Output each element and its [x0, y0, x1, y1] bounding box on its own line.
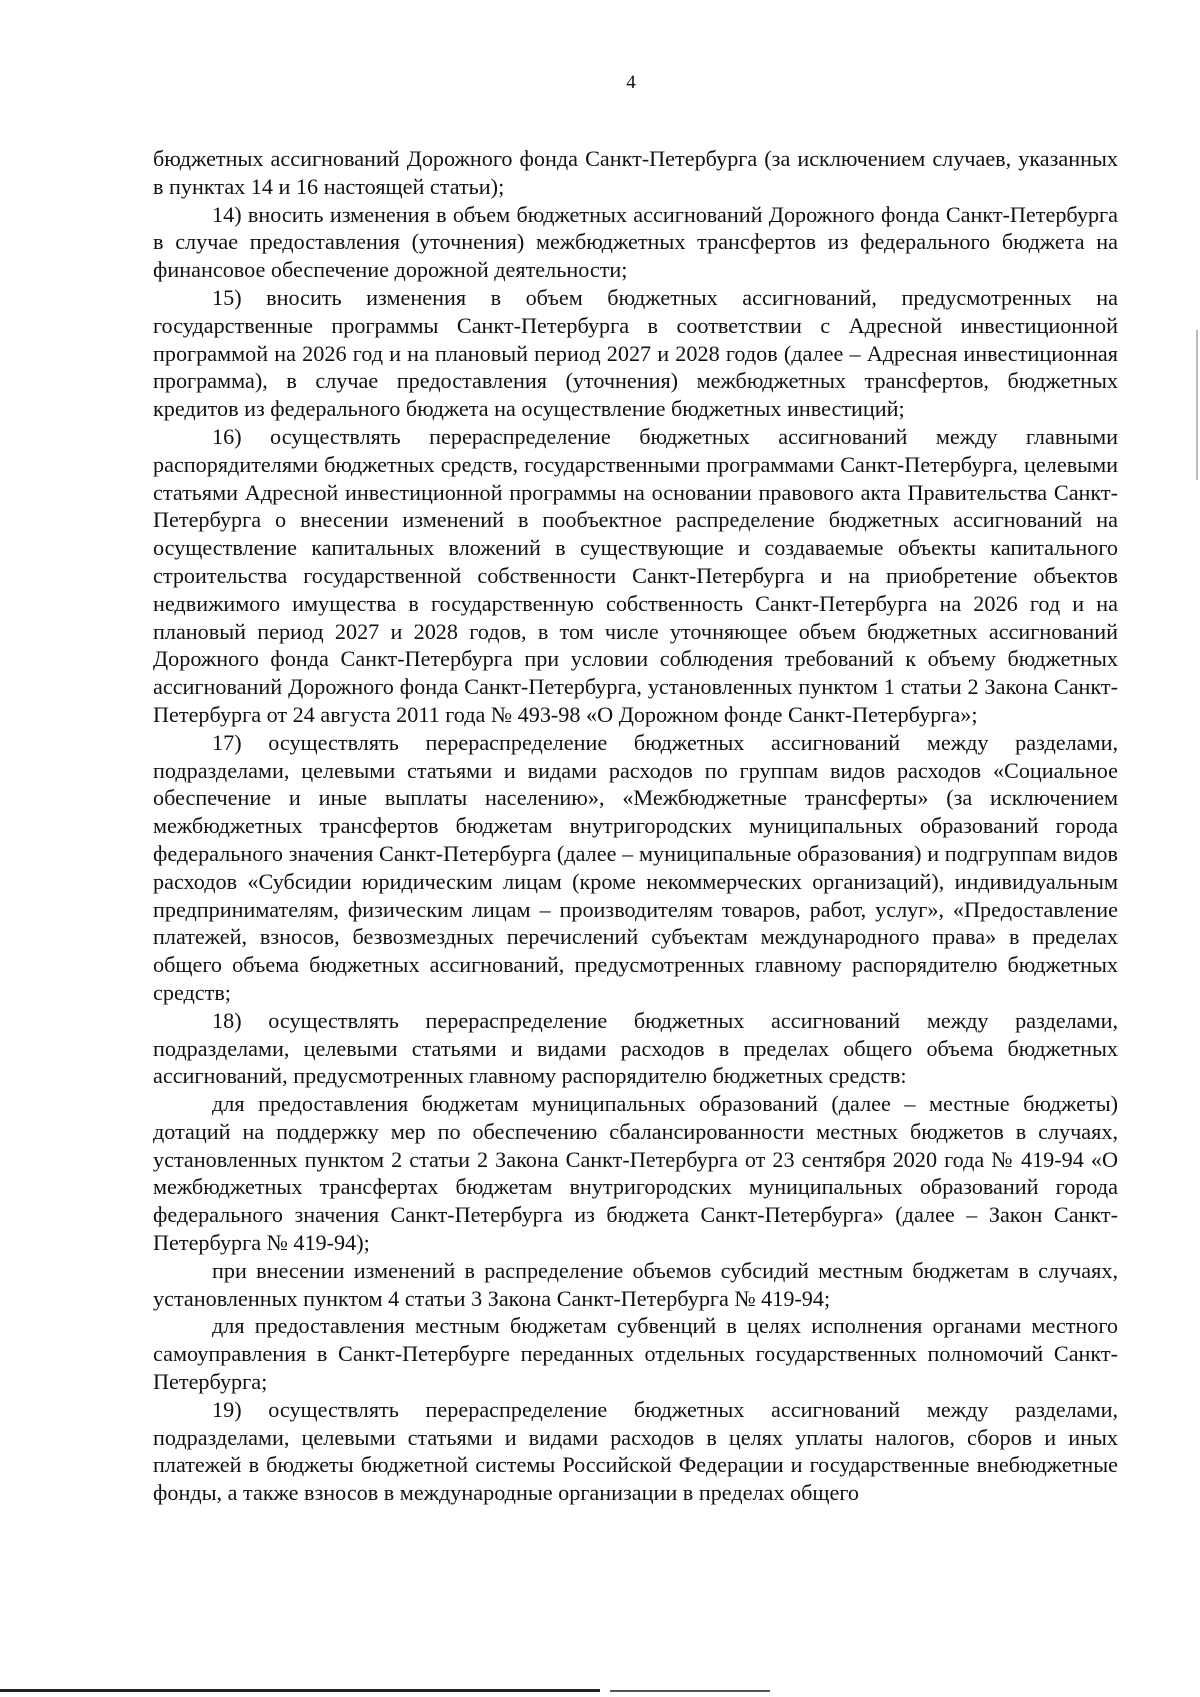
paragraph-item-19: 19) осуществлять перераспределение бюджетных ассигнований между разделами, подразделами, целевыми статьями и видами расходов в целях уплаты налогов, сборов и иных платежей в бюджеты бюджетной системы Российской Федерации и государственные внебюджетные фонды, а также взносов в международные организации в пределах общего	[153, 1396, 1118, 1506]
paragraph-item-18-subclause-1: для предоставления бюджетам муниципальных образований (далее – местные бюджеты) дотаций на поддержку мер по обеспечению сбалансированности местных бюджетов в случаях, установленных пунктом 2 статьи 2 Закона Санкт-Петербурга от 23 сентября 2020 года № 419-94 «О межбюджетных трансфертах бюджетам внутригородских муниципальных образований города федерального значения Санкт-Петербурга из бюджета Санкт-Петербурга» (далее – Закон Санкт-Петербурга № 419-94);	[153, 1091, 1118, 1256]
paragraph-item-18: 18) осуществлять перераспределение бюджетных ассигнований между разделами, подразделами, целевыми статьями и видами расходов в пределах общего объема бюджетных ассигнований, предусмотренных главному распорядителю бюджетных средств:	[153, 1007, 1118, 1089]
paragraph-item-14: 14) вносить изменения в объем бюджетных ассигнований Дорожного фонда Санкт-Петербурга в случае предоставления (уточнения) межбюджетных трансфертов из федерального бюджета на финансовое обеспечение дорожной деятельности;	[153, 201, 1118, 283]
scan-artifact-line-short	[610, 1690, 770, 1692]
document-body	[153, 145, 1118, 1507]
paragraph-item-18-subclause-3: для предоставления местным бюджетам субвенций в целях исполнения органами местного самоуправления в Санкт-Петербурге переданных отдельных государственных полномочий Санкт-Петербурга;	[153, 1313, 1118, 1395]
scan-artifact-edge	[1196, 330, 1198, 480]
paragraph-item-17: 17) осуществлять перераспределение бюджетных ассигнований между разделами, подразделами, целевыми статьями и видами расходов по группам видов расходов «Социальное обеспечение и иные выплаты населению», «Межбюджетные трансферты» (за исключением межбюджетных трансфертов бюджетам внутригородских муниципальных образований города федерального значения Санкт-Петербурга (далее – муниципальные образования) и подгруппам видов расходов «Субсидии юридическим лицам (кроме некоммерческих организаций), индивидуальным предпринимателям, физическим лицам – производителям товаров, работ, услуг», «Предоставление платежей, взносов, безвозмездных перечислений субъектам международного права» в пределах общего объема бюджетных ассигнований, предусмотренных главному распорядителю бюджетных средств;	[153, 729, 1118, 1005]
page-number: 4	[626, 72, 636, 93]
paragraph-item-16: 16) осуществлять перераспределение бюджетных ассигнований между главными распорядителями бюджетных средств, государственными программами Санкт-Петербурга, целевыми статьями Адресной инвестиционной программы на основании правового акта Правительства Санкт-Петербурга о внесении изменений в пообъектное распределение бюджетных ассигнований на осуществление капитальных вложений в существующие и создаваемые объекты капитального строительства государственной собственности Санкт-Петербурга и на приобретение объектов недвижимого имущества в государственную собственность Санкт-Петербурга на 2026 год и на плановый период 2027 и 2028 годов, в том числе уточняющее объем бюджетных ассигнований Дорожного фонда Санкт-Петербурга при условии соблюдения требований к объему бюджетных ассигнований Дорожного фонда Санкт-Петербурга, установленных пунктом 1 статьи 2 Закона Санкт-Петербурга от 24 августа 2011 года № 493-98 «О Дорожном фонде Санкт-Петербурга»;	[153, 423, 1118, 727]
paragraph-item-15: 15) вносить изменения в объем бюджетных ассигнований, предусмотренных на государственные программы Санкт-Петербурга в соответствии с Адресной инвестиционной программой на 2026 год и на плановый период 2027 и 2028 годов (далее – Адресная инвестиционная программа), в случае предоставления (уточнения) межбюджетных трансфертов, бюджетных кредитов из федерального бюджета на осуществление бюджетных инвестиций;	[153, 284, 1118, 422]
paragraph-continuation: бюджетных ассигнований Дорожного фонда Санкт-Петербурга (за исключением случаев, указанных в пунктах 14 и 16 настоящей статьи);	[153, 146, 1118, 199]
scan-artifact-line	[0, 1689, 600, 1692]
paragraph-item-18-subclause-2: при внесении изменений в распределение объемов субсидий местным бюджетам в случаях, установленных пунктом 4 статьи 3 Закона Санкт-Петербурга № 419-94;	[153, 1257, 1118, 1311]
